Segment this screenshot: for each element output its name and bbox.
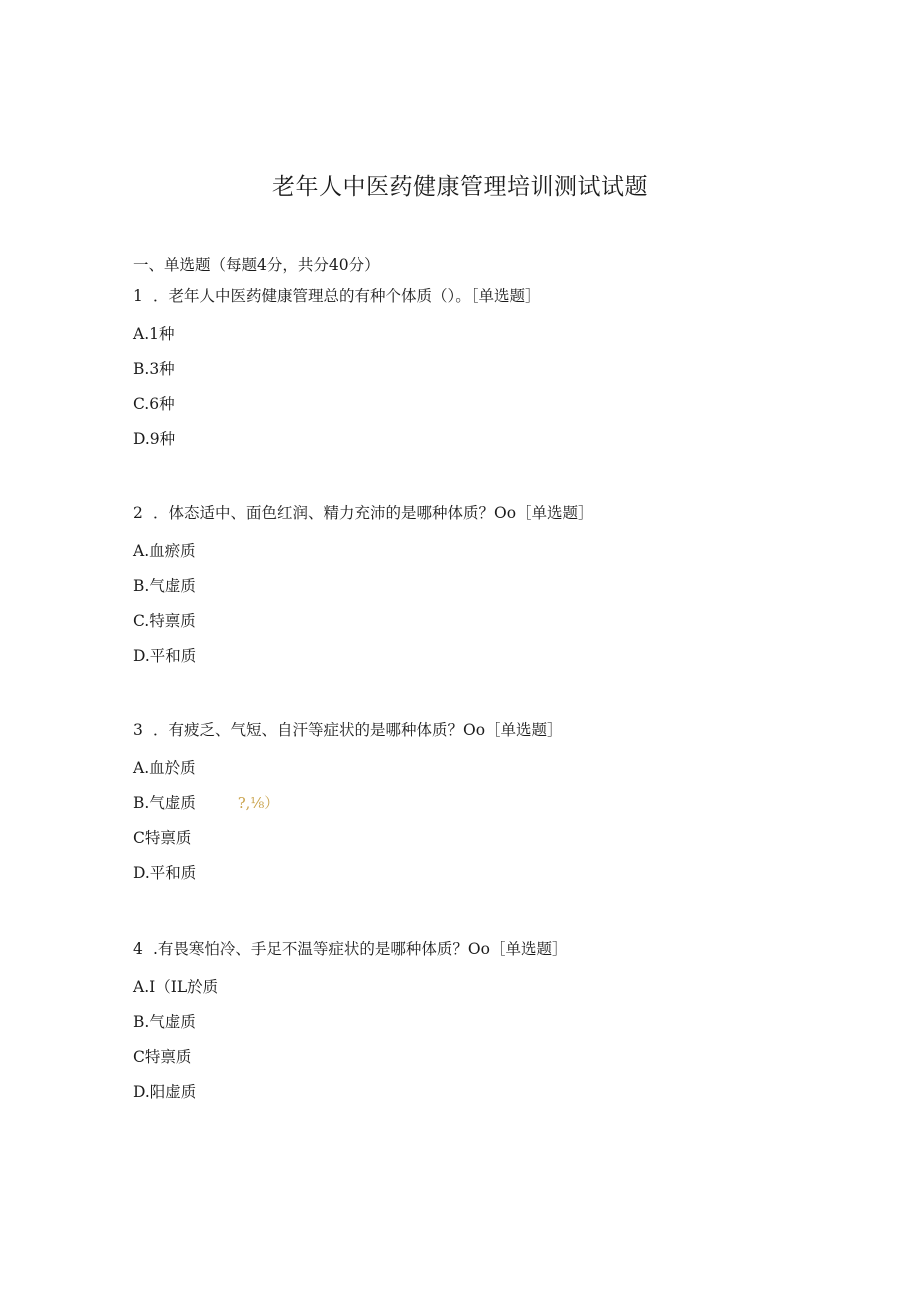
question-stem: ．老年人中医药健康管理总的有种个体质（）。［单选题］ <box>153 287 541 305</box>
option-c: C特禀质 <box>133 829 192 847</box>
option-d: D.阳虚质 <box>133 1083 197 1101</box>
section-heading: 一、单选题（每题4分，共分40分） <box>133 256 380 274</box>
question-1 <box>133 284 833 449</box>
option-d: D.9种 <box>133 430 176 448</box>
question-text <box>133 937 833 961</box>
question-text <box>133 501 833 525</box>
question-stem: ．有疲乏、气短、自汗等症状的是哪种体质？Oo［单选题］ <box>153 721 563 739</box>
document-title: 老年人中医药健康管理培训测试试题 <box>272 174 648 200</box>
question-stem: ．体态适中、面色红润、精力充沛的是哪种体质？Oo［单选题］ <box>153 504 594 522</box>
option-c: C.特禀质 <box>133 612 196 630</box>
option-a: A.血瘀质 <box>133 542 196 560</box>
question-3 <box>133 718 833 883</box>
question-number: 2 <box>133 504 143 522</box>
option-d: D.平和质 <box>133 647 197 665</box>
question-2 <box>133 501 833 666</box>
handwritten-mark: ?,⅛） <box>237 796 279 812</box>
option-b: B.气虚质 <box>133 577 196 595</box>
option-b <box>133 793 833 813</box>
question-text <box>133 284 833 308</box>
option-c: C.6种 <box>133 395 175 413</box>
question-number: 3 <box>133 721 143 739</box>
option-a: A.I（IL於质 <box>133 978 219 996</box>
option-c: C特禀质 <box>133 1048 192 1066</box>
option-b: B.气虚质 <box>133 1013 196 1031</box>
option-a: A.血於质 <box>133 759 196 777</box>
question-number: 4 <box>133 940 143 958</box>
question-4 <box>133 937 833 1102</box>
question-number: 1 <box>133 287 143 305</box>
option-d: D.平和质 <box>133 864 197 882</box>
question-text <box>133 718 833 742</box>
option-b: B.3种 <box>133 360 175 378</box>
option-a: A.1种 <box>133 325 175 343</box>
option-b-text: B.气虚质 <box>133 794 196 812</box>
question-stem: .有畏寒怕冷、手足不温等症状的是哪种体质？Oo［单选题］ <box>153 940 568 958</box>
